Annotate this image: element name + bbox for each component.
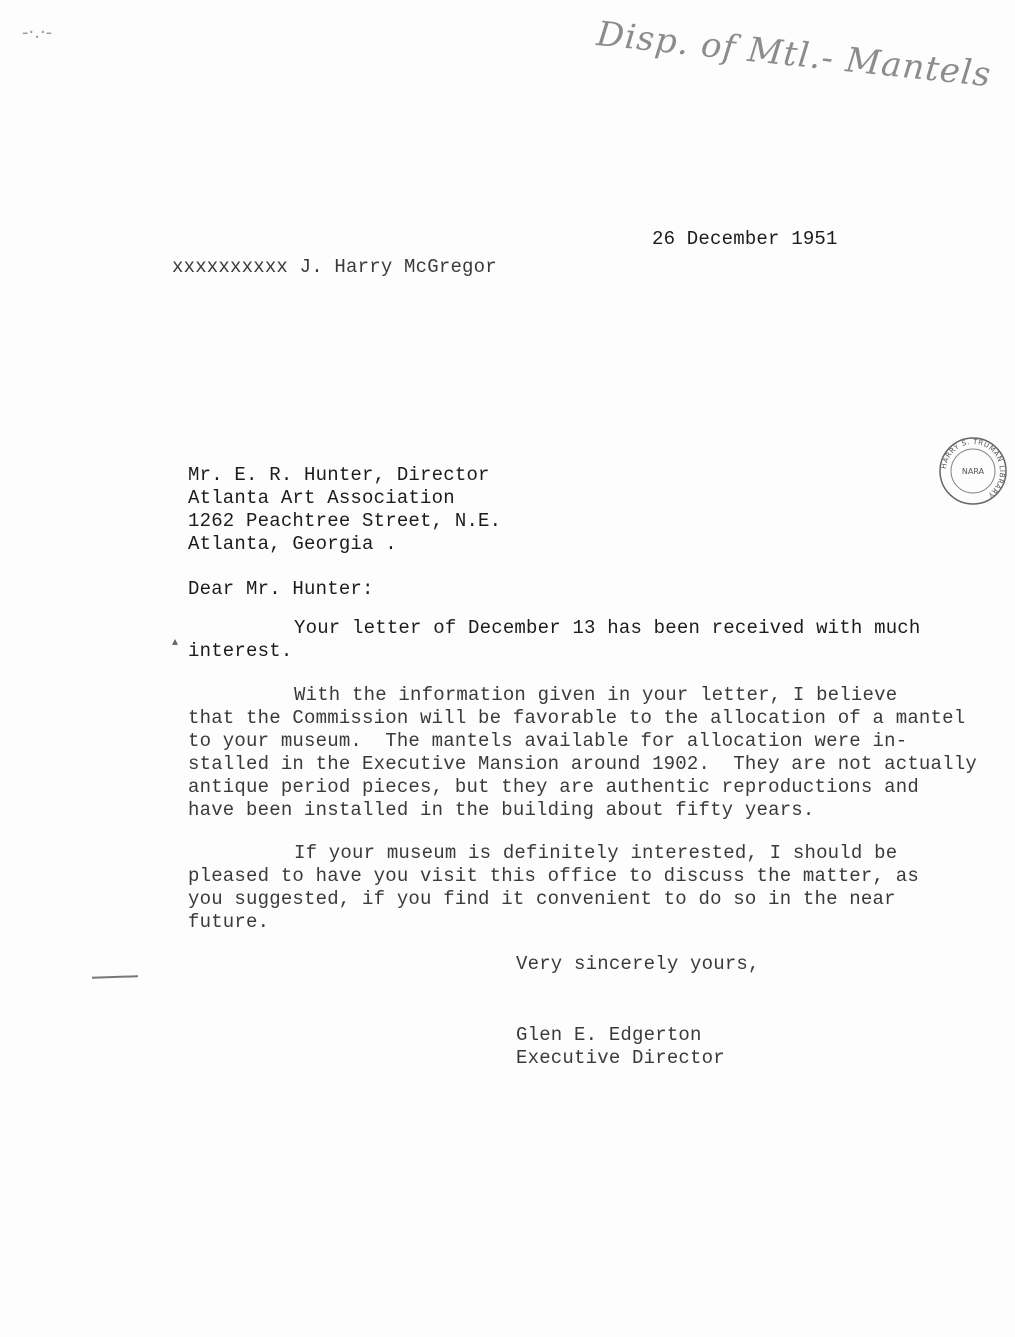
paragraph-1-line-2: interest. (188, 640, 293, 662)
margin-tick: ▴ (172, 634, 179, 648)
paragraph-2-line-5: antique period pieces, but they are authentic reproductions and (188, 776, 919, 798)
salutation: Dear Mr. Hunter: (188, 578, 374, 600)
recipient-line-3: 1262 Peachtree Street, N.E. (188, 510, 502, 532)
paragraph-3-line-4: future. (188, 911, 270, 933)
archive-stamp (937, 435, 1009, 507)
paragraph-1-line-1: Your letter of December 13 has been received with much (294, 617, 921, 639)
stamp-ring-text: HARRY S. TRUMAN LIBRARY (940, 437, 1007, 499)
stamp-center-text: NARA (961, 467, 985, 476)
paragraph-3-line-2: pleased to have you visit this office to discuss the matter, as (188, 865, 919, 887)
letter-date-header: 26 December 1951 (652, 228, 838, 250)
paragraph-3-line-3: you suggested, if you find it convenient to do so in the near (188, 888, 896, 910)
paragraph-3-line-1: If your museum is definitely interested, I should be (294, 842, 898, 864)
signature-name: Glen E. Edgerton (516, 1024, 702, 1046)
paragraph-2-line-2: that the Commission will be favorable to the allocation of a mantel (188, 707, 966, 729)
paragraph-2-line-1: With the information given in your letter, I believe (294, 684, 898, 706)
recipient-line-2: Atlanta Art Association (188, 487, 455, 509)
corner-pen-mark: -·.·- (22, 22, 53, 43)
recipient-line-4: Atlanta, Georgia . (188, 533, 397, 555)
closing: Very sincerely yours, (516, 953, 760, 975)
handwritten-annotation: Disp. of Mtl.- Mantels (594, 14, 993, 96)
paragraph-2-line-6: have been installed in the building about fifty years. (188, 799, 815, 821)
cc-line: xxxxxxxxxx J. Harry McGregor (172, 256, 497, 278)
signature-title: Executive Director (516, 1047, 725, 1069)
recipient-line-1: Mr. E. R. Hunter, Director (188, 464, 490, 486)
margin-pen-dash (92, 975, 138, 979)
paragraph-2-line-3: to your museum. The mantels available for allocation were in- (188, 730, 908, 752)
paragraph-2-line-4: stalled in the Executive Mansion around 1902. They are not actually (188, 753, 977, 775)
